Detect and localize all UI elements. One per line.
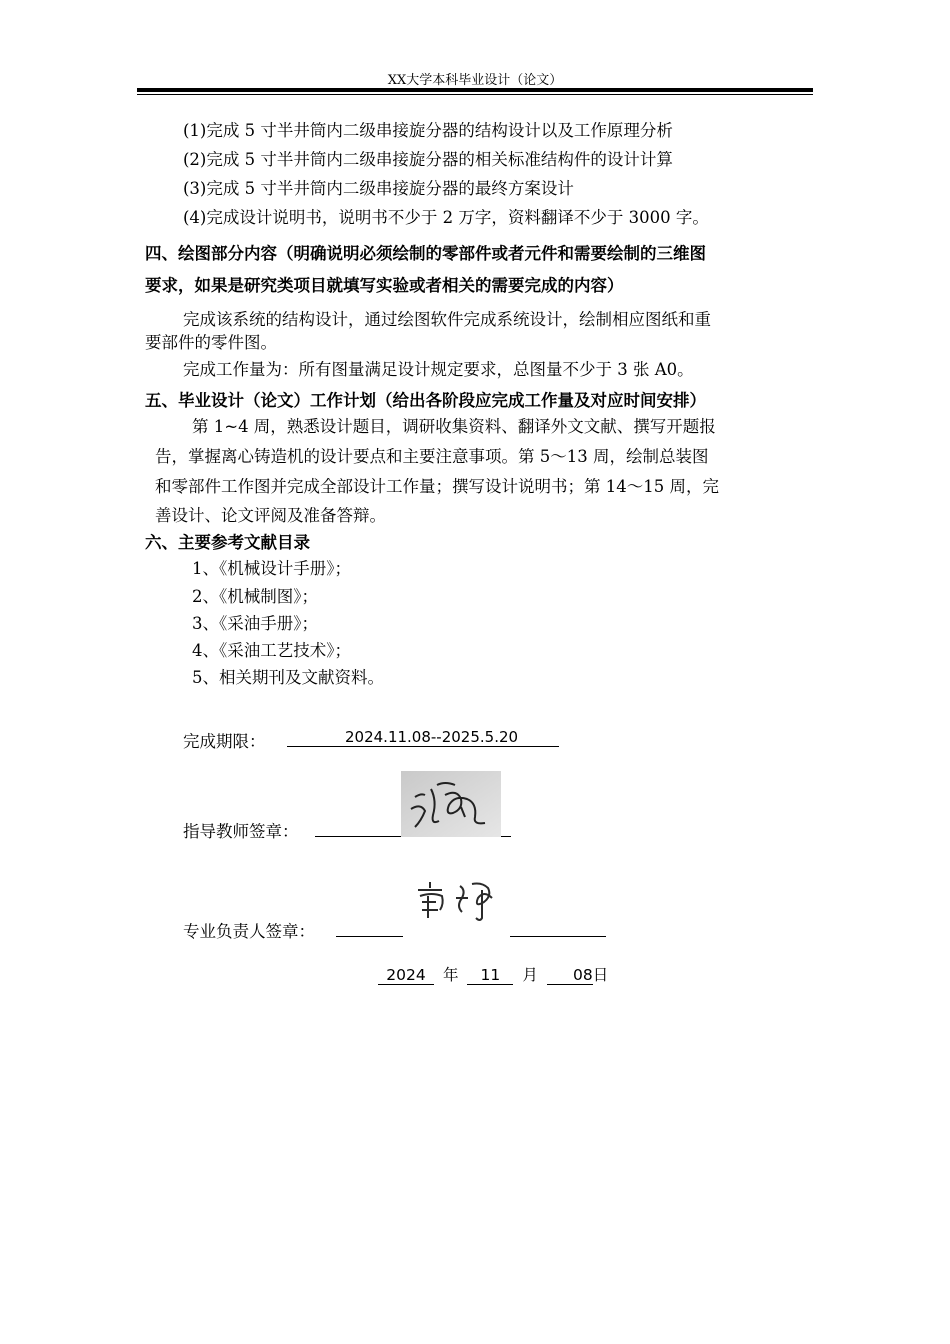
reference-item-3: 3、《采油手册》； — [192, 614, 318, 633]
header-rule-thin — [137, 94, 813, 95]
reference-item-4: 4、《采油工艺技术》； — [192, 641, 351, 660]
date-month-unit: 月 — [522, 966, 538, 984]
head-signature-image — [412, 876, 498, 924]
section6-heading: 六、主要参考文献目录 — [145, 533, 310, 552]
task-item-3: (3)完成 5 寸半井筒内二级串接旋分器的最终方案设计 — [183, 179, 574, 198]
date-month: 11 — [467, 966, 513, 985]
date-year-unit: 年 — [442, 966, 459, 984]
section4-heading: 四、绘图部分内容（明确说明必须绘制的零部件或者元件和需要绘制的三维图 — [145, 244, 706, 263]
section5-heading: 五、毕业设计（论文）工作计划（给出各阶段应完成工作量及对应时间安排） — [145, 391, 706, 410]
section5-line1: 第 1~4 周，熟悉设计题目，调研收集资料、翻译外文文献、撰写开题报 — [192, 417, 716, 436]
header-rule-thick — [137, 88, 813, 92]
advisor-signature-image — [401, 771, 501, 837]
task-item-1: (1)完成 5 寸半井筒内二级串接旋分器的结构设计以及工作原理分析 — [183, 121, 673, 140]
sign-date — [378, 963, 608, 985]
date-day: 08 — [547, 966, 593, 985]
section4-para2: 完成工作量为：所有图量满足设计规定要求，总图量不少于 3 张 A0。 — [183, 360, 694, 379]
head-sign-label: 专业负责人签章： — [183, 922, 315, 941]
section5-line4: 善设计、论文评阅及准备答辩。 — [155, 506, 386, 525]
section4-heading-cont: 要求，如果是研究类项目就填写实验或者相关的需要完成的内容） — [145, 276, 624, 295]
task-item-4: (4)完成设计说明书，说明书不少于 2 万字，资料翻译不少于 3000 字。 — [183, 208, 709, 227]
advisor-sign-label: 指导教师签章： — [183, 822, 299, 841]
reference-item-5: 5、相关期刊及文献资料。 — [192, 668, 384, 687]
head-sign-line-left — [336, 936, 403, 937]
deadline-value: 2024.11.08--2025.5.20 — [287, 728, 559, 747]
task-item-2: (2)完成 5 寸半井筒内二级串接旋分器的相关标准结构件的设计计算 — [183, 150, 673, 169]
reference-item-1: 1、《机械设计手册》； — [192, 559, 351, 578]
reference-item-2: 2、《机械制图》； — [192, 587, 318, 606]
page-header: XX大学本科毕业设计（论文） — [387, 73, 563, 88]
section4-para1: 完成该系统的结构设计，通过绘图软件完成系统设计，绘制相应图纸和重 — [183, 310, 711, 329]
deadline-label: 完成期限： — [183, 732, 266, 751]
section5-line2: 告，掌握离心铸造机的设计要点和主要注意事项。第 5～13 周，绘制总装图 — [155, 447, 709, 466]
section5-line3: 和零部件工作图并完成全部设计工作量；撰写设计说明书；第 14～15 周，完 — [155, 477, 719, 496]
section4-para1-cont: 要部件的零件图。 — [145, 333, 277, 352]
date-year: 2024 — [378, 966, 434, 985]
head-sign-line-right — [510, 936, 606, 937]
date-day-unit: 日 — [592, 966, 609, 984]
